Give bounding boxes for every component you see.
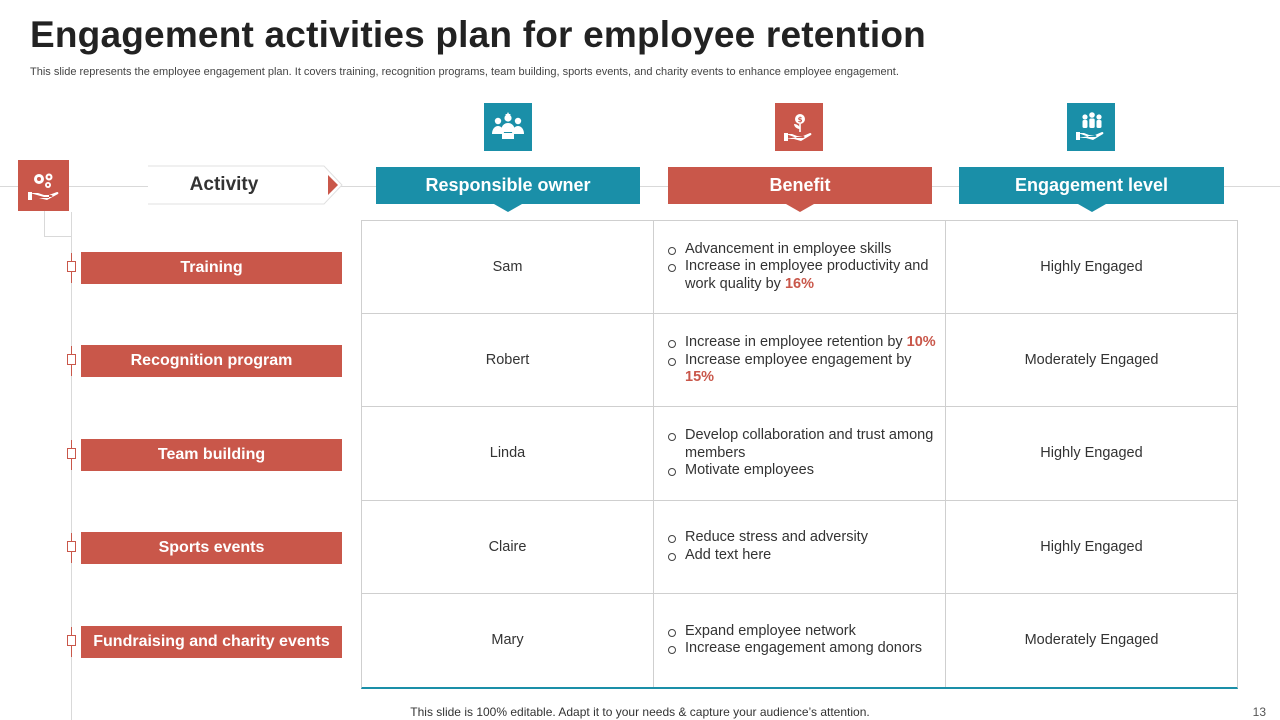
col-header-owner-label: Responsible owner bbox=[425, 175, 591, 195]
activity-row bbox=[64, 626, 342, 658]
benefit-cell bbox=[654, 221, 946, 314]
engagement-table bbox=[361, 220, 1238, 689]
col-header-engagement bbox=[959, 167, 1224, 204]
engagement-cell: Highly Engaged bbox=[946, 221, 1237, 314]
benefit-cell bbox=[654, 314, 946, 407]
people-hand-icon bbox=[1074, 110, 1108, 144]
benefit-item: Advancement in employee skills bbox=[666, 241, 937, 259]
svg-text:$: $ bbox=[797, 116, 803, 124]
benefit-list bbox=[666, 241, 937, 294]
engagement-cell: Moderately Engaged bbox=[1024, 632, 1159, 649]
activity-label-fundraising: Fundraising and charity events bbox=[81, 626, 342, 658]
activity-label-recognition: Recognition program bbox=[81, 345, 342, 377]
benefit-item: Increase in employee retention by 10% bbox=[666, 334, 937, 352]
col-icon-box-owner bbox=[484, 103, 532, 151]
owner-cell: Claire bbox=[362, 501, 654, 594]
col-header-benefit-label: Benefit bbox=[769, 175, 831, 195]
benefit-highlight: 10% bbox=[906, 334, 936, 351]
activity-row bbox=[64, 252, 342, 284]
slide-title: Engagement activities plan for employee retention bbox=[30, 14, 926, 55]
activity-header bbox=[148, 165, 344, 205]
activity-row bbox=[64, 345, 342, 377]
activity-icon-box bbox=[18, 160, 69, 211]
benefit-cell bbox=[654, 407, 946, 500]
benefit-list bbox=[666, 334, 937, 387]
benefit-item: Increase in employee productivity and work quality by 16% bbox=[666, 258, 937, 293]
benefit-list bbox=[666, 427, 937, 480]
benefit-item: Develop collaboration and trust among members bbox=[666, 427, 937, 462]
benefit-list bbox=[666, 623, 922, 658]
timeline-connector bbox=[44, 211, 45, 237]
benefit-highlight: 16% bbox=[784, 275, 814, 292]
benefit-item: Reduce stress and adversity bbox=[666, 529, 868, 547]
money-plant-hand-icon bbox=[782, 110, 816, 144]
owner-cell: Mary bbox=[362, 594, 654, 687]
col-header-benefit bbox=[668, 167, 932, 204]
benefit-item: Increase employee engagement by 15% bbox=[666, 352, 937, 387]
benefit-list bbox=[666, 529, 868, 564]
engagement-cell: Moderately Engaged bbox=[946, 314, 1237, 407]
benefit-item: Expand employee network bbox=[666, 623, 922, 641]
timeline-marker bbox=[67, 448, 76, 459]
benefit-item: Motivate employees bbox=[666, 462, 937, 480]
slide-subtitle: This slide represents the employee engagement plan. It covers training, recognition programs, team building, sports events, and charity events to enhance employee engagement. bbox=[30, 66, 899, 78]
activity-label-sports: Sports events bbox=[81, 532, 342, 564]
footer-note: This slide is 100% editable. Adapt it to your needs & capture your audience’s attention. bbox=[410, 705, 870, 719]
timeline-connector bbox=[44, 236, 72, 237]
owner-cell: Linda bbox=[362, 407, 654, 500]
owner-cell: Robert bbox=[362, 314, 654, 407]
benefit-item: Add text here bbox=[666, 547, 868, 565]
activity-row bbox=[64, 439, 342, 471]
timeline-marker bbox=[67, 354, 76, 365]
team-people-icon bbox=[490, 112, 526, 142]
benefit-cell bbox=[654, 594, 946, 687]
col-icon-box-benefit bbox=[775, 103, 823, 151]
benefit-item: Increase engagement among donors bbox=[666, 640, 922, 658]
activity-row bbox=[64, 532, 342, 564]
activity-label-team-building: Team building bbox=[81, 439, 342, 471]
owner-cell: Sam bbox=[362, 221, 654, 314]
col-header-notch bbox=[1078, 204, 1106, 212]
timeline-marker bbox=[67, 541, 76, 552]
benefit-cell bbox=[654, 501, 946, 594]
col-header-notch bbox=[494, 204, 522, 212]
activity-header-label: Activity bbox=[189, 174, 259, 195]
col-header-engagement-label: Engagement level bbox=[1014, 175, 1169, 195]
timeline-marker bbox=[67, 261, 76, 272]
gears-hand-icon bbox=[26, 168, 62, 204]
page-number: 13 bbox=[1252, 705, 1266, 719]
col-header-notch bbox=[786, 204, 814, 212]
engagement-cell: Highly Engaged bbox=[946, 501, 1237, 594]
benefit-highlight: 15% bbox=[685, 369, 715, 386]
timeline-marker bbox=[67, 635, 76, 646]
col-icon-box-engagement bbox=[1067, 103, 1115, 151]
activity-label-training: Training bbox=[81, 252, 342, 284]
col-header-owner bbox=[376, 167, 640, 204]
engagement-cell: Highly Engaged bbox=[946, 407, 1237, 500]
